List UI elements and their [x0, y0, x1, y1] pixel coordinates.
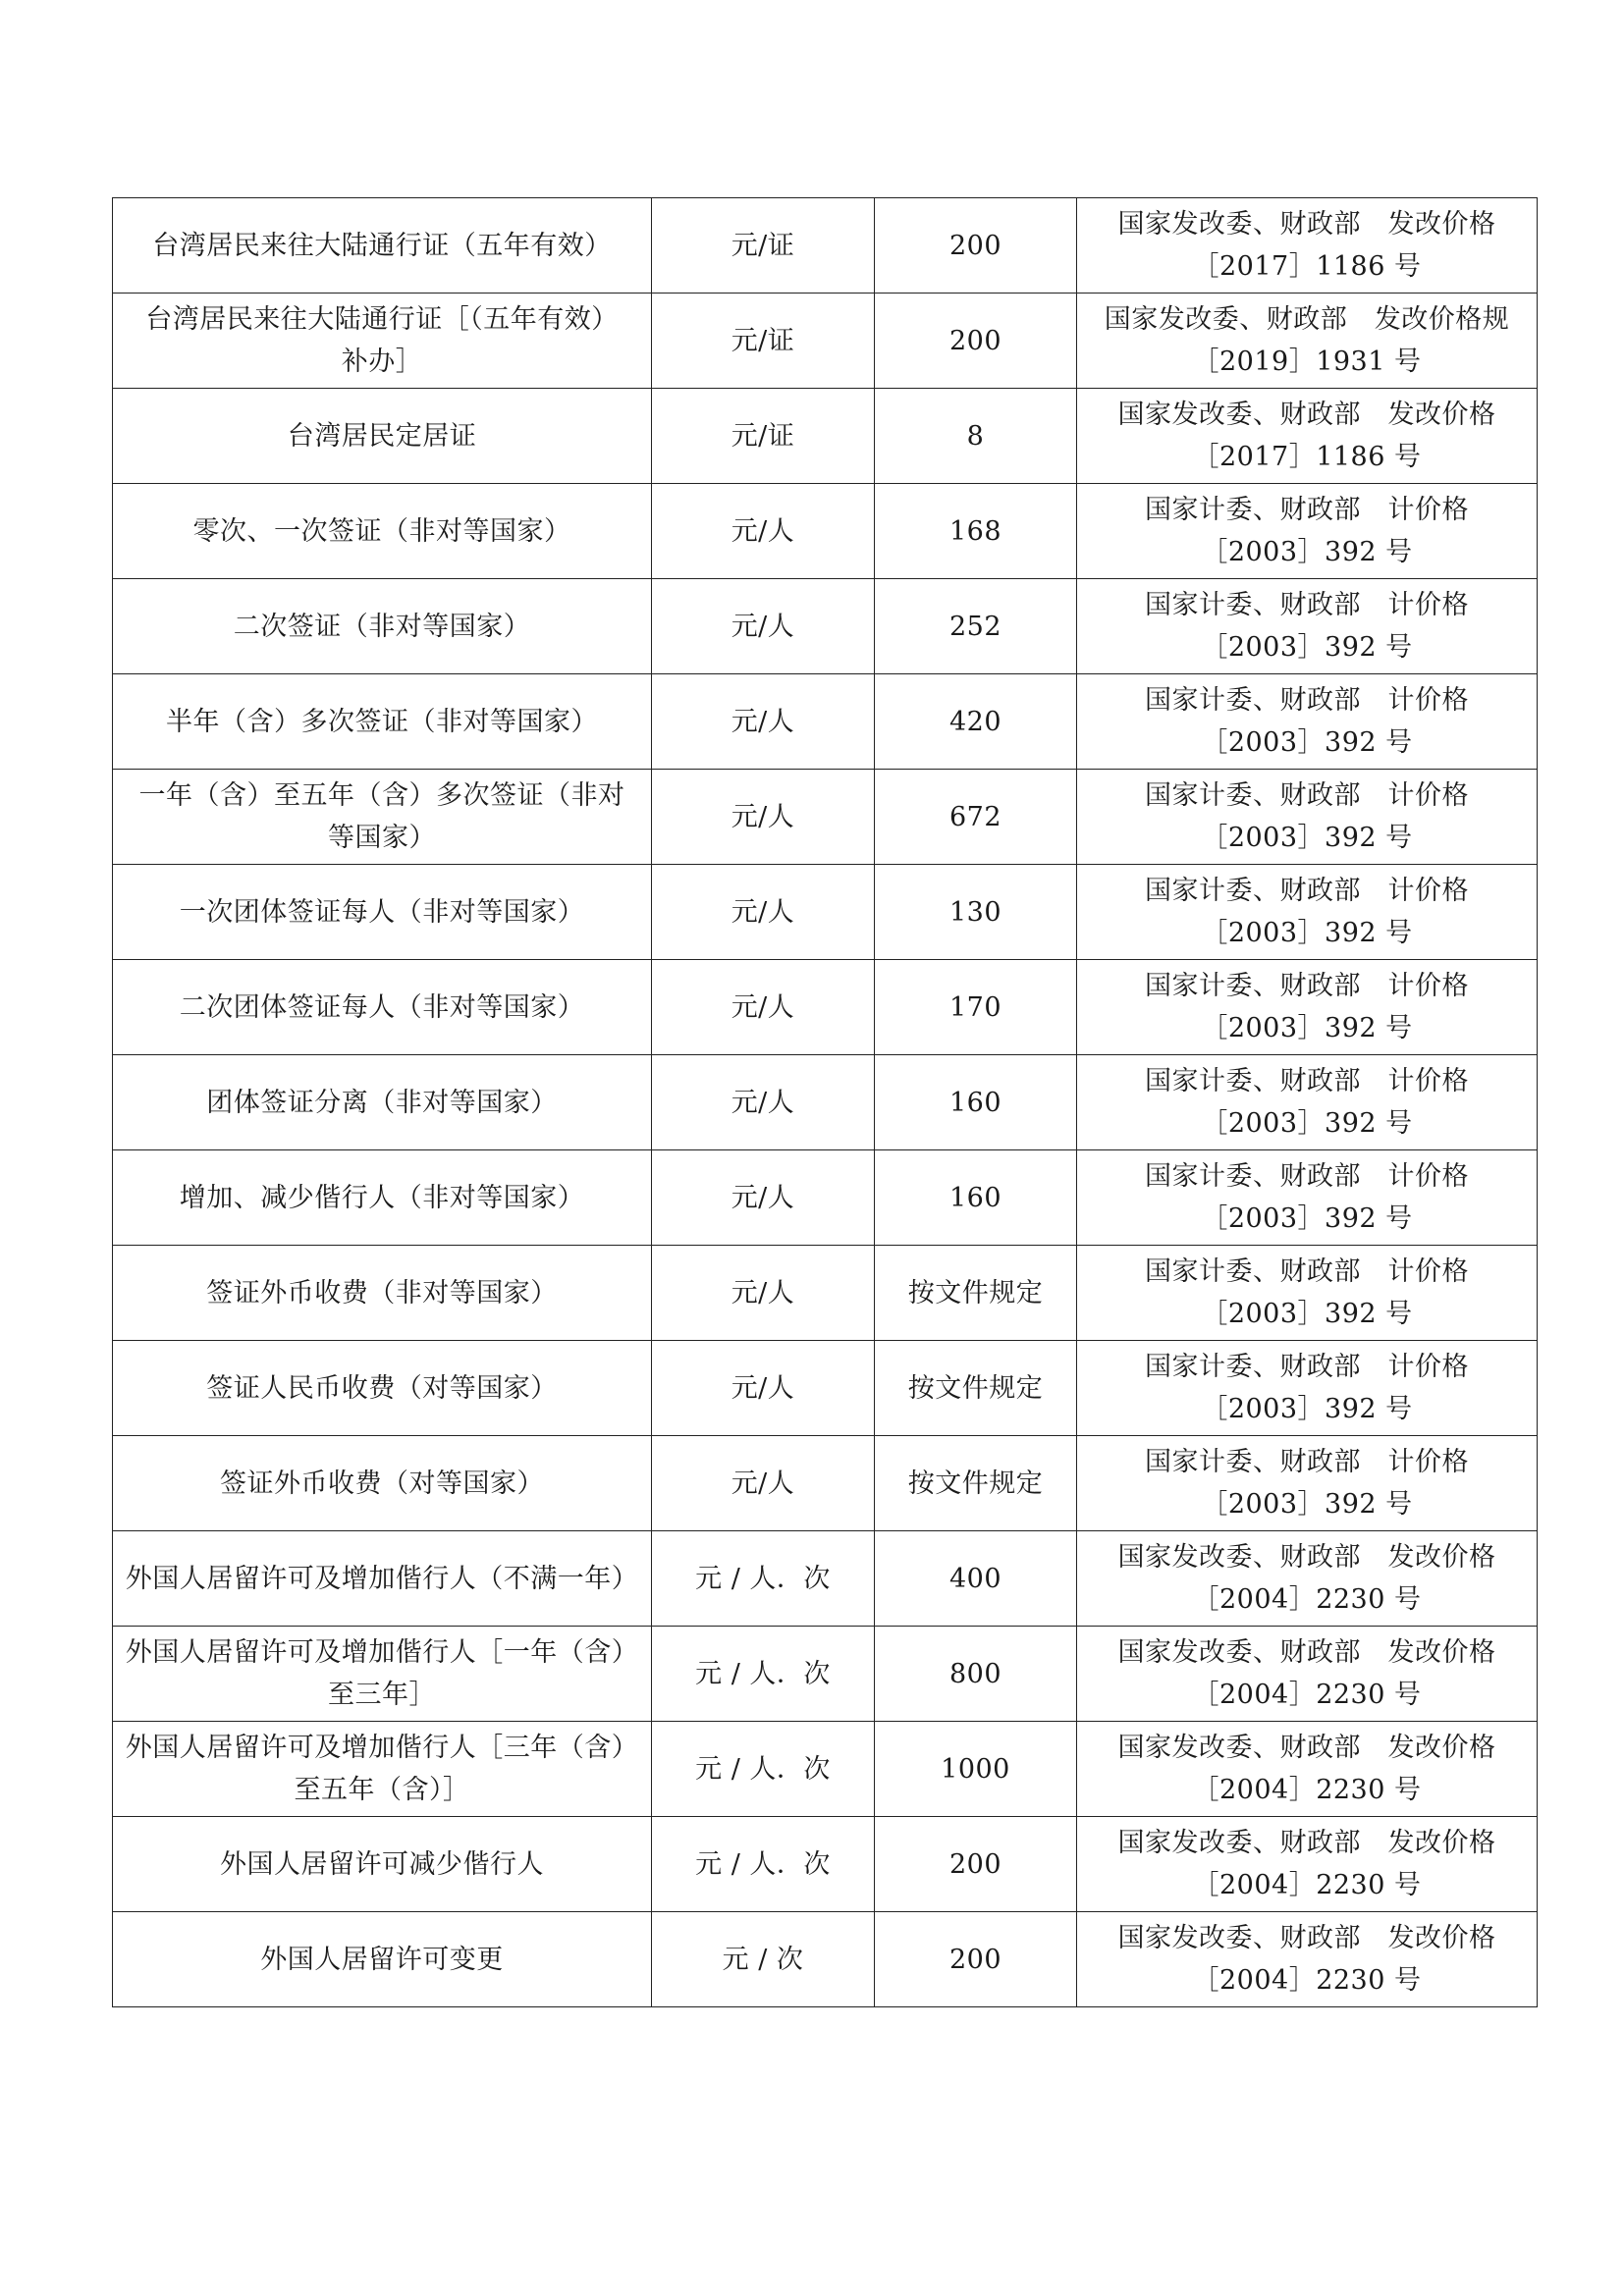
fee-basis-text: ［2004］2230 号 [1192, 1870, 1422, 1900]
fee-item-text: 补办］ [341, 347, 423, 377]
fee-unit-cell: 元/人 [652, 579, 875, 674]
fee-item-text: 台湾居民来往大陆通行证（五年有效） [152, 230, 612, 261]
fee-table [112, 197, 1538, 2007]
fee-item-text: 外国人居留许可及增加偕行人［一年（含） [125, 1637, 639, 1668]
table-row [113, 674, 1538, 770]
fee-basis-cell [1077, 960, 1538, 1055]
fee-item-cell [113, 1055, 652, 1150]
fee-unit-cell: 元/人 [652, 1150, 875, 1246]
fee-item-cell [113, 770, 652, 865]
fee-basis-text: ［2004］2230 号 [1192, 1584, 1422, 1615]
table-row [113, 294, 1538, 389]
fee-item-cell [113, 1722, 652, 1817]
fee-item-cell [113, 1531, 652, 1627]
table-row [113, 1531, 1538, 1627]
fee-basis-text: 国家计委、财政部 计价格 [1145, 495, 1469, 525]
fee-item-cell [113, 484, 652, 579]
fee-basis-cell [1077, 1341, 1538, 1436]
fee-basis-cell [1077, 1627, 1538, 1722]
fee-basis-cell [1077, 484, 1538, 579]
fee-basis-text: 国家发改委、财政部 发改价格 [1117, 400, 1496, 430]
fee-standard-cell: 800 [875, 1627, 1077, 1722]
fee-basis-text: 国家计委、财政部 计价格 [1145, 1256, 1469, 1287]
fee-item-text: 外国人居留许可减少偕行人 [220, 1848, 544, 1880]
fee-basis-text: ［2003］392 号 [1201, 727, 1413, 758]
fee-item-cell [113, 1817, 652, 1912]
fee-basis-text: ［2003］392 号 [1201, 1489, 1413, 1520]
fee-basis-text: ［2004］2230 号 [1192, 1775, 1422, 1805]
fee-basis-cell [1077, 674, 1538, 770]
fee-item-text: 二次签证（非对等国家） [233, 611, 531, 642]
table-row [113, 1150, 1538, 1246]
fee-unit-cell: 元/人 [652, 865, 875, 960]
fee-standard-cell: 200 [875, 294, 1077, 389]
fee-item-text: 一年（含）至五年（含）多次签证（非对 [138, 780, 625, 811]
fee-basis-cell [1077, 579, 1538, 674]
fee-basis-cell [1077, 1722, 1538, 1817]
fee-basis-text: 国家发改委、财政部 发改价格 [1117, 209, 1496, 240]
fee-basis-text: 国家发改委、财政部 发改价格 [1117, 1542, 1496, 1573]
fee-unit-cell: 元/人 [652, 1436, 875, 1531]
fee-basis-text: ［2003］392 号 [1201, 1299, 1413, 1329]
fee-basis-text: ［2017］1186 号 [1192, 251, 1422, 282]
fee-basis-text: 国家发改委、财政部 发改价格 [1117, 1637, 1496, 1668]
fee-basis-text: 国家计委、财政部 计价格 [1145, 876, 1469, 906]
fee-standard-cell: 252 [875, 579, 1077, 674]
fee-item-cell [113, 960, 652, 1055]
table-row [113, 389, 1538, 484]
fee-item-cell [113, 198, 652, 294]
fee-basis-text: 国家计委、财政部 计价格 [1145, 1447, 1469, 1477]
table-row [113, 484, 1538, 579]
fee-basis-text: ［2004］2230 号 [1192, 1680, 1422, 1710]
fee-basis-text: 国家发改委、财政部 发改价格 [1117, 1733, 1496, 1763]
fee-unit-cell: 元 / 人．次 [652, 1531, 875, 1627]
fee-basis-cell [1077, 1246, 1538, 1341]
fee-item-text: 签证人民币收费（对等国家） [206, 1372, 558, 1404]
fee-item-text: 至五年（含）］ [294, 1775, 470, 1805]
fee-item-cell [113, 389, 652, 484]
fee-standard-cell: 按文件规定 [875, 1436, 1077, 1531]
fee-unit-cell: 元/人 [652, 960, 875, 1055]
fee-unit-cell: 元/人 [652, 1246, 875, 1341]
fee-standard-cell: 200 [875, 198, 1077, 294]
fee-item-text: 团体签证分离（非对等国家） [206, 1087, 558, 1118]
table-row [113, 1722, 1538, 1817]
fee-basis-text: 国家计委、财政部 计价格 [1145, 780, 1469, 811]
fee-standard-cell: 按文件规定 [875, 1246, 1077, 1341]
fee-standard-cell: 8 [875, 389, 1077, 484]
fee-standard-cell: 160 [875, 1055, 1077, 1150]
fee-table-body [113, 198, 1538, 2007]
fee-item-text: 外国人居留许可及增加偕行人（不满一年） [125, 1563, 639, 1594]
fee-basis-text: 国家发改委、财政部 发改价格规 [1104, 304, 1510, 335]
fee-standard-cell: 400 [875, 1531, 1077, 1627]
fee-basis-text: ［2003］392 号 [1201, 1394, 1413, 1424]
fee-item-text: 半年（含）多次签证（非对等国家） [166, 706, 598, 737]
fee-item-text: 零次、一次签证（非对等国家） [192, 515, 571, 547]
fee-item-cell [113, 674, 652, 770]
fee-basis-cell [1077, 1436, 1538, 1531]
fee-item-cell [113, 294, 652, 389]
table-row [113, 1912, 1538, 2007]
table-row [113, 1817, 1538, 1912]
fee-basis-text: ［2003］392 号 [1201, 823, 1413, 853]
fee-item-cell [113, 1436, 652, 1531]
fee-item-cell [113, 865, 652, 960]
fee-standard-cell: 168 [875, 484, 1077, 579]
fee-basis-text: 国家计委、财政部 计价格 [1145, 590, 1469, 620]
fee-basis-cell [1077, 1912, 1538, 2007]
table-row [113, 198, 1538, 294]
fee-basis-text: 国家计委、财政部 计价格 [1145, 685, 1469, 716]
fee-basis-text: ［2019］1931 号 [1192, 347, 1422, 377]
table-row [113, 1055, 1538, 1150]
fee-unit-cell: 元/人 [652, 1055, 875, 1150]
fee-basis-text: ［2003］392 号 [1201, 537, 1413, 567]
fee-basis-text: 国家计委、财政部 计价格 [1145, 971, 1469, 1001]
fee-item-text: 签证外币收费（非对等国家） [206, 1277, 558, 1308]
fee-basis-cell [1077, 389, 1538, 484]
fee-standard-cell: 420 [875, 674, 1077, 770]
fee-item-cell [113, 1246, 652, 1341]
fee-item-cell [113, 1627, 652, 1722]
fee-basis-cell [1077, 198, 1538, 294]
fee-basis-text: ［2003］392 号 [1201, 1108, 1413, 1139]
fee-item-text: 外国人居留许可变更 [260, 1944, 504, 1975]
fee-basis-cell [1077, 1055, 1538, 1150]
fee-basis-text: ［2003］392 号 [1201, 632, 1413, 663]
fee-item-cell [113, 1341, 652, 1436]
fee-item-text: 增加、减少偕行人（非对等国家） [179, 1182, 585, 1213]
fee-unit-cell: 元/人 [652, 1341, 875, 1436]
fee-unit-cell: 元/证 [652, 294, 875, 389]
fee-item-cell [113, 1912, 652, 2007]
fee-unit-cell: 元/人 [652, 484, 875, 579]
fee-item-text: 等国家） [328, 823, 436, 853]
table-row [113, 579, 1538, 674]
fee-standard-cell: 200 [875, 1817, 1077, 1912]
fee-item-text: 签证外币收费（对等国家） [220, 1468, 544, 1499]
fee-basis-cell [1077, 1531, 1538, 1627]
fee-basis-text: ［2003］392 号 [1201, 918, 1413, 948]
fee-basis-cell [1077, 770, 1538, 865]
fee-unit-cell: 元/人 [652, 770, 875, 865]
fee-basis-text: 国家计委、财政部 计价格 [1145, 1352, 1469, 1382]
fee-standard-cell: 200 [875, 1912, 1077, 2007]
fee-basis-cell [1077, 1817, 1538, 1912]
fee-item-text: 台湾居民来往大陆通行证［（五年有效） [145, 304, 619, 335]
fee-unit-cell: 元/证 [652, 389, 875, 484]
fee-basis-cell [1077, 1150, 1538, 1246]
fee-item-text: 至三年］ [328, 1680, 436, 1710]
fee-standard-cell: 160 [875, 1150, 1077, 1246]
fee-unit-cell: 元 / 人．次 [652, 1722, 875, 1817]
fee-item-text: 二次团体签证每人（非对等国家） [179, 991, 585, 1023]
fee-basis-text: 国家发改委、财政部 发改价格 [1117, 1923, 1496, 1953]
fee-standard-cell: 130 [875, 865, 1077, 960]
table-row [113, 865, 1538, 960]
fee-basis-text: 国家计委、财政部 计价格 [1145, 1066, 1469, 1096]
fee-basis-text: ［2003］392 号 [1201, 1203, 1413, 1234]
fee-basis-cell [1077, 294, 1538, 389]
fee-standard-cell: 按文件规定 [875, 1341, 1077, 1436]
fee-basis-text: ［2004］2230 号 [1192, 1965, 1422, 1996]
table-row [113, 1341, 1538, 1436]
fee-unit-cell: 元/证 [652, 198, 875, 294]
fee-unit-cell: 元 / 次 [652, 1912, 875, 2007]
fee-item-text: 一次团体签证每人（非对等国家） [179, 896, 585, 928]
table-row [113, 1246, 1538, 1341]
table-row [113, 1627, 1538, 1722]
fee-basis-text: 国家发改委、财政部 发改价格 [1117, 1828, 1496, 1858]
fee-standard-cell: 672 [875, 770, 1077, 865]
fee-standard-cell: 1000 [875, 1722, 1077, 1817]
fee-basis-cell [1077, 865, 1538, 960]
table-row [113, 770, 1538, 865]
fee-unit-cell: 元 / 人．次 [652, 1817, 875, 1912]
fee-unit-cell: 元/人 [652, 674, 875, 770]
fee-basis-text: ［2017］1186 号 [1192, 442, 1422, 472]
fee-basis-text: 国家计委、财政部 计价格 [1145, 1161, 1469, 1192]
fee-item-cell [113, 579, 652, 674]
fee-unit-cell: 元 / 人．次 [652, 1627, 875, 1722]
fee-item-text: 外国人居留许可及增加偕行人［三年（含） [125, 1733, 639, 1763]
fee-item-text: 台湾居民定居证 [287, 420, 477, 452]
table-row [113, 1436, 1538, 1531]
fee-item-cell [113, 1150, 652, 1246]
fee-basis-text: ［2003］392 号 [1201, 1013, 1413, 1043]
fee-standard-cell: 170 [875, 960, 1077, 1055]
table-row [113, 960, 1538, 1055]
